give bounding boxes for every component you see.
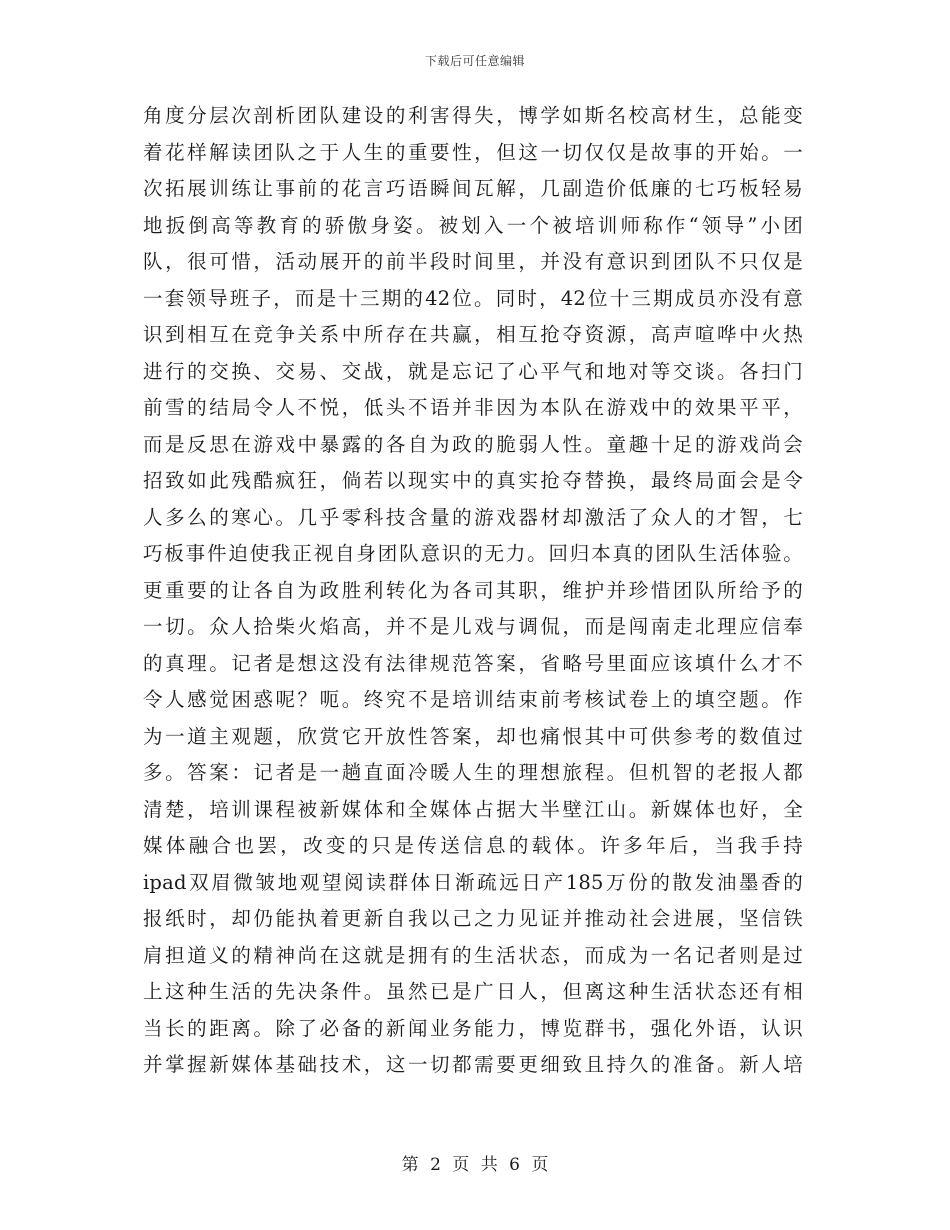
text-line: 人多么的寒心。几乎零科技含量的游戏器材却激活了众人的才智，七 — [143, 505, 803, 529]
text-line: 媒体融合也罢，改变的只是传送信息的载体。许多年后，当我手持 — [143, 834, 803, 857]
text-line: 清楚，培训课程被新媒体和全媒体占据大半壁江山。新媒体也好，全 — [143, 797, 803, 821]
text-line: 前雪的结局令人不悦，低头不语并非因为本队在游戏中的效果平平， — [143, 396, 803, 419]
text-line: 而是反思在游戏中暴露的各自为政的脆弱人性。童趣十足的游戏尚会 — [143, 432, 803, 456]
text-line: 肩担道义的精神尚在这就是拥有的生活状态，而成为一名记者则是过 — [143, 943, 803, 967]
text-line: 并掌握新媒体基础技术，这一切都需要更细致且持久的准备。新人培 — [143, 1053, 803, 1076]
text-line: 当长的距离。除了必备的新闻业务能力，博览群书，强化外语，认识 — [143, 1016, 803, 1040]
body-text — [143, 98, 803, 1084]
text-line: 的真理。记者是想这没有法律规范答案，省略号里面应该填什么才不 — [143, 651, 803, 675]
text-line: 队，很可惜，活动展开的前半段时间里，并没有意识到团队不只仅是 — [143, 250, 803, 273]
text-line: 巧板事件迫使我正视自身团队意识的无力。回归本真的团队生活体验。 — [143, 542, 803, 565]
text-line: 角度分层次剖析团队建设的利害得失，博学如斯名校高材生，总能变 — [143, 104, 803, 127]
text-line: 为一道主观题，欣赏它开放性答案，却也痛恨其中可供参考的数值过 — [143, 724, 803, 748]
text-line: 识到相互在竞争关系中所存在共赢，相互抢夺资源，高声喧哗中火热 — [143, 323, 803, 346]
text-line: 令人感觉困惑呢？呃。终究不是培训结束前考核试卷上的填空题。作 — [143, 688, 803, 711]
text-line: 上这种生活的先决条件。虽然已是广日人，但离这种生活状态还有相 — [143, 980, 803, 1003]
text-line: 地扳倒高等教育的骄傲身姿。被划入一个被培训师称作“领导”小团 — [143, 213, 803, 237]
text-line: 更重要的让各自为政胜利转化为各司其职，维护并珍惜团队所给予的 — [143, 578, 803, 602]
page-header: 下载后可任意编辑 — [424, 54, 525, 68]
text-line: ipad双眉微皱地观望阅读群体日渐疏远日产185万份的散发油墨香的 — [143, 870, 803, 894]
text-line: 着花样解读团队之于人生的重要性，但这一切仅仅是故事的开始。一 — [143, 140, 803, 164]
page-number: 第 2 页 共 6 页 — [401, 1155, 549, 1175]
text-line: 一套领导班子，而是十三期的42位。同时，42位十三期成员亦没有意 — [143, 286, 803, 310]
text-line: 一切。众人拾柴火焰高，并不是儿戏与调侃，而是闯南走北理应信奉 — [143, 615, 803, 638]
text-line: 次拓展训练让事前的花言巧语瞬间瓦解，几副造价低廉的七巧板轻易 — [143, 177, 803, 200]
text-line: 报纸时，却仍能执着更新自我以己之力见证并推动社会进展，坚信铁 — [143, 907, 803, 930]
text-line: 进行的交换、交易、交战，就是忘记了心平气和地对等交谈。各扫门 — [143, 359, 803, 383]
text-line: 多。答案：记者是一趟直面冷暖人生的理想旅程。但机智的老报人都 — [143, 761, 803, 784]
text-line: 招致如此残酷疯狂，倘若以现实中的真实抢夺替换，最终局面会是令 — [143, 469, 803, 492]
